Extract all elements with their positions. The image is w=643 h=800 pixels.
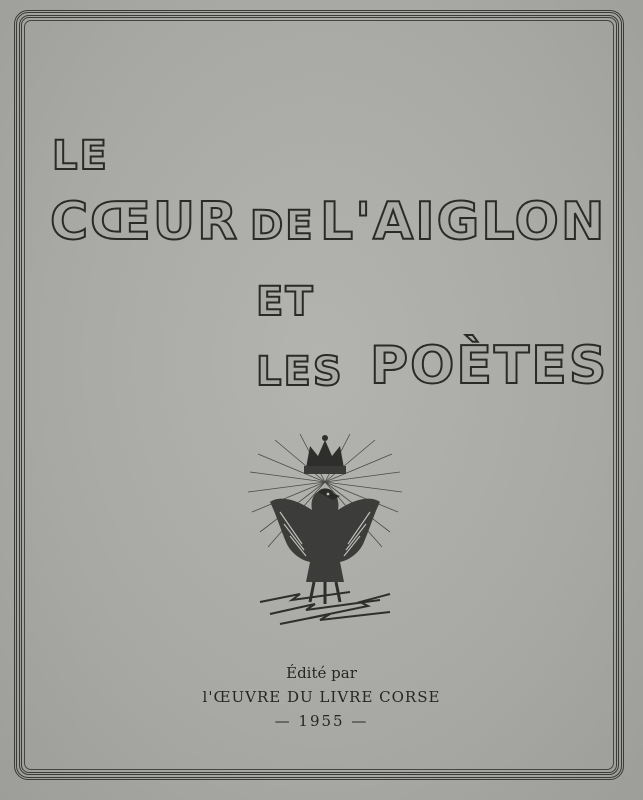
eagle <box>270 488 380 604</box>
crowned-imperial-eagle-icon <box>240 432 410 632</box>
title-word-coeur: CŒUR <box>50 192 240 252</box>
title-word-le: LE <box>52 133 109 179</box>
title-word-aiglon: L'AIGLON <box>320 192 607 252</box>
title-word-poetes: POÈTES <box>370 336 609 396</box>
publisher-name: l'ŒUVRE DU LIVRE CORSE <box>202 688 441 706</box>
publication-year: — 1955 — <box>274 712 369 730</box>
title-word-et: ET <box>256 279 315 325</box>
crown <box>304 435 346 474</box>
title-word-de: DE <box>250 203 315 249</box>
title-word-les: LES <box>256 349 344 395</box>
edited-by-label: Édité par <box>286 664 357 682</box>
